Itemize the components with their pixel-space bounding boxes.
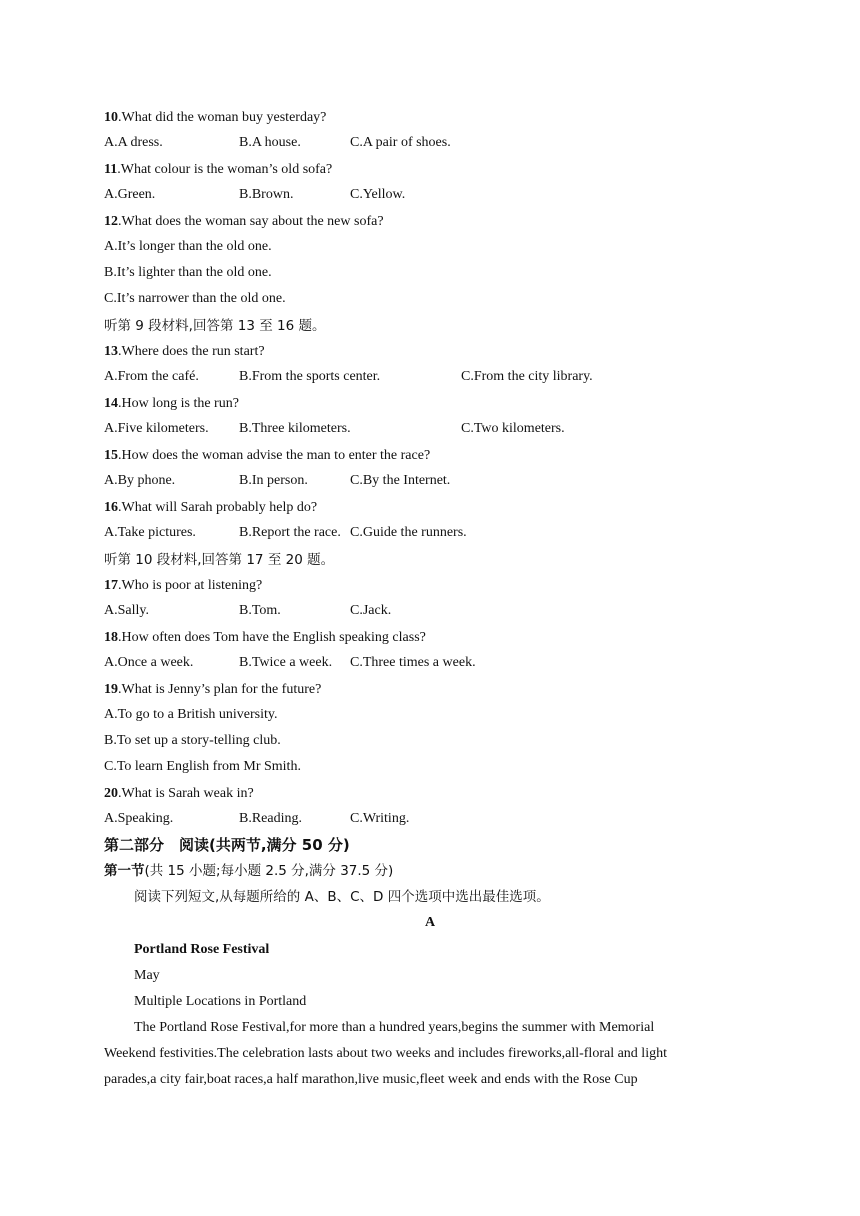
question-number: 15 [104,448,118,463]
option-b: B.Brown. [239,187,294,202]
question-number: 19 [104,682,118,697]
question-text: .Where does the run start? [118,344,265,359]
option-c: C.Three times a week. [350,655,476,670]
option-a: A.Sally. [104,603,149,618]
option-a: A.From the café. [104,369,199,384]
option-b: B.In person. [239,473,308,488]
listening-instruction-9: 听第 9 段材料,回答第 13 至 16 题。 [104,318,326,334]
option-c: C.Guide the runners. [350,525,467,540]
section-one-heading [104,862,393,880]
listening-instruction-10: 听第 10 段材料,回答第 17 至 20 题。 [104,552,335,568]
passage-letter: A [425,915,436,930]
option-a: A.By phone. [104,473,176,488]
option-b: B.Report the race. [239,525,341,540]
option-b: B.Twice a week. [239,655,333,670]
option-c: C.Yellow. [350,187,406,202]
option-b: B.Tom. [239,603,281,618]
question-number: 11 [104,162,118,177]
question-number: 18 [104,630,118,645]
section-one-detail: (共 15 小题;每小题 2.5 分,满分 37.5 分) [144,863,394,879]
option-c: C.A pair of shoes. [350,135,451,150]
question-17 [104,577,262,595]
passage-line-3: parades,a city fair,boat races,a half marathon,live music,fleet week and ends with the Rose Cup [104,1072,638,1087]
option-a: A.Once a week. [104,655,194,670]
question-12 [104,213,384,231]
question-text: .How does the woman advise the man to enter the race? [118,448,431,463]
option-a: A.Five kilometers. [104,421,209,436]
option-b: B.Reading. [239,811,302,826]
question-number: 10 [104,110,118,125]
question-text: .What did the woman buy yesterday? [118,110,327,125]
question-text: .Who is poor at listening? [118,578,263,593]
option-a: A.It’s longer than the old one. [104,239,272,254]
question-number: 12 [104,214,118,229]
question-18 [104,629,426,647]
question-text: .What will Sarah probably help do? [118,500,318,515]
passage-location: Multiple Locations in Portland [134,994,307,1009]
question-number: 16 [104,500,118,515]
option-b: B.Three kilometers. [239,421,351,436]
question-19 [104,681,321,699]
passage-line-2: Weekend festivities.The celebration lasts about two weeks and includes fireworks,all-floral and light [104,1046,667,1061]
question-14 [104,395,239,413]
passage-line-1: The Portland Rose Festival,for more than a hundred years,begins the summer with Memorial [134,1020,655,1035]
option-a: A.Speaking. [104,811,174,826]
option-b: B.From the sports center. [239,369,381,384]
question-15 [104,447,430,465]
option-a: A.A dress. [104,135,163,150]
question-number: 20 [104,786,118,801]
part-two-heading: 第二部分 阅读(共两节,满分 50 分) [104,836,350,854]
option-c: C.To learn English from Mr Smith. [104,759,301,774]
question-13 [104,343,265,361]
option-c: C.By the Internet. [350,473,451,488]
section-one-title: 第一节 [104,863,145,879]
question-text: .How often does Tom have the English speaking class? [118,630,426,645]
question-text: .What colour is the woman’s old sofa? [117,162,333,177]
question-text: .How long is the run? [118,396,239,411]
passage-month: May [134,968,160,983]
reading-instruction: 阅读下列短文,从每题所给的 A、B、C、D 四个选项中选出最佳选项。 [134,889,550,905]
question-number: 13 [104,344,118,359]
option-b: B.To set up a story-telling club. [104,733,281,748]
option-b: B.A house. [239,135,301,150]
option-c: C.Two kilometers. [461,421,565,436]
question-16 [104,499,317,517]
question-text: .What is Jenny’s plan for the future? [118,682,322,697]
option-a: A.Green. [104,187,156,202]
question-number: 14 [104,396,118,411]
option-a: A.To go to a British university. [104,707,278,722]
question-11 [104,161,332,179]
question-number: 17 [104,578,118,593]
option-c: C.It’s narrower than the old one. [104,291,286,306]
question-20 [104,785,254,803]
question-text: .What does the woman say about the new sofa? [118,214,384,229]
question-10 [104,109,326,127]
passage-title: Portland Rose Festival [134,942,270,957]
option-a: A.Take pictures. [104,525,196,540]
question-text: .What is Sarah weak in? [118,786,254,801]
option-b: B.It’s lighter than the old one. [104,265,272,280]
option-c: C.From the city library. [461,369,593,384]
option-c: C.Writing. [350,811,410,826]
option-c: C.Jack. [350,603,392,618]
